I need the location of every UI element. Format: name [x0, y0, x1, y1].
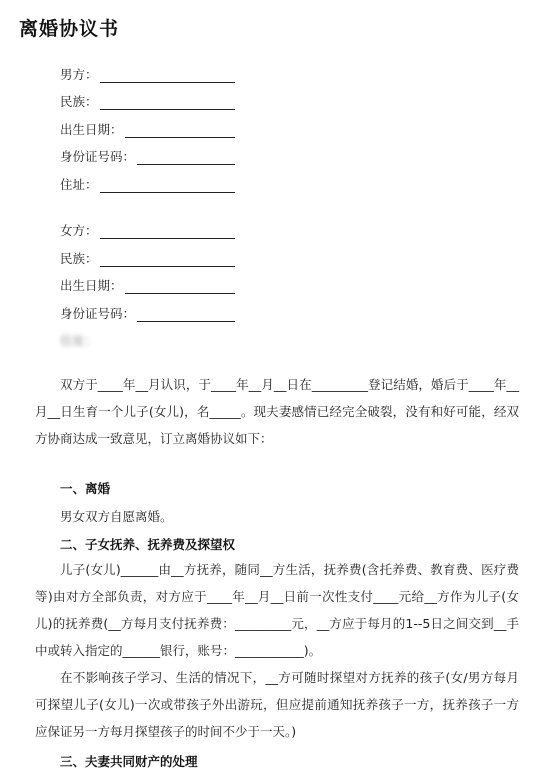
wife-ethnicity-label: 民族：: [60, 251, 98, 266]
wife-name-line[interactable]: [100, 225, 235, 239]
husband-ethnicity-field[interactable]: [60, 90, 235, 110]
wife-address-label: 住址：: [60, 333, 98, 348]
section-2-paragraph-2: 在不影响孩子学习、生活的情况下，__方可随时探望对方抚养的孩子(女/男方每月可探望儿子(女儿)一次或带孩子外出游玩，但应提前通知抚养孩子一方，抚养孩子一方应保证另一方每月探望孩子的时间不少于一天。): [35, 670, 519, 739]
wife-id-line[interactable]: [137, 308, 235, 322]
husband-ethnicity-line[interactable]: [100, 96, 235, 110]
husband-ethnicity-label: 民族：: [60, 94, 98, 109]
section-1-heading: 一、离婚: [60, 481, 111, 496]
wife-ethnicity-field[interactable]: [60, 247, 235, 267]
husband-birth-label: 出生日期：: [60, 122, 123, 137]
wife-id-label: 身份证号码：: [60, 306, 136, 321]
section-3-heading: 三、夫妻共同财产的处理: [60, 754, 198, 769]
husband-address-label: 住址：: [60, 177, 98, 192]
section-2-heading: 二、子女抚养、抚养费及探望权: [60, 537, 236, 552]
husband-name-field[interactable]: [60, 63, 235, 83]
husband-id-field[interactable]: [60, 145, 235, 165]
wife-id-field[interactable]: [60, 302, 235, 322]
husband-address-field[interactable]: [60, 173, 235, 193]
wife-birth-label: 出生日期：: [60, 278, 123, 293]
wife-ethnicity-line[interactable]: [100, 253, 235, 267]
document-title: 离婚协议书: [19, 18, 120, 40]
wife-name-field[interactable]: [60, 219, 235, 239]
husband-birth-line[interactable]: [125, 124, 235, 138]
wife-address-field[interactable]: [60, 329, 98, 349]
husband-name-line[interactable]: [100, 69, 235, 83]
wife-name-label: 女方：: [60, 223, 98, 238]
husband-address-line[interactable]: [100, 179, 235, 193]
section-1-text: 男女双方自愿离婚。: [60, 509, 173, 524]
wife-birth-field[interactable]: [60, 274, 235, 294]
wife-birth-line[interactable]: [125, 280, 235, 294]
section-2-paragraph-1: 儿子(女儿)______由__方抚养，随同__方生活，抚养费(含托养费、教育费、医疗费等)由对方全部负责，对方应于____年__月__日前一次性支付____元给__方作为儿子(女儿)的抚养费(__方每月支付抚养费：_________元，__方应于每月的1--5日之间交到__手中或转入指定的______银行，账号：___________)。: [35, 562, 519, 658]
husband-name-label: 男方：: [60, 67, 98, 82]
husband-id-label: 身份证号码：: [60, 149, 136, 164]
husband-id-line[interactable]: [137, 151, 235, 165]
intro-paragraph: 双方于____年__月认识，于____年__月__日在_________登记结婚，婚后于____年__月__日生育一个儿子(女儿)，名_____。现夫妻感情已经完全破裂，没有和好可能，经双方协商达成一致意见，订立离婚协议如下：: [35, 377, 519, 446]
husband-birth-field[interactable]: [60, 118, 235, 138]
